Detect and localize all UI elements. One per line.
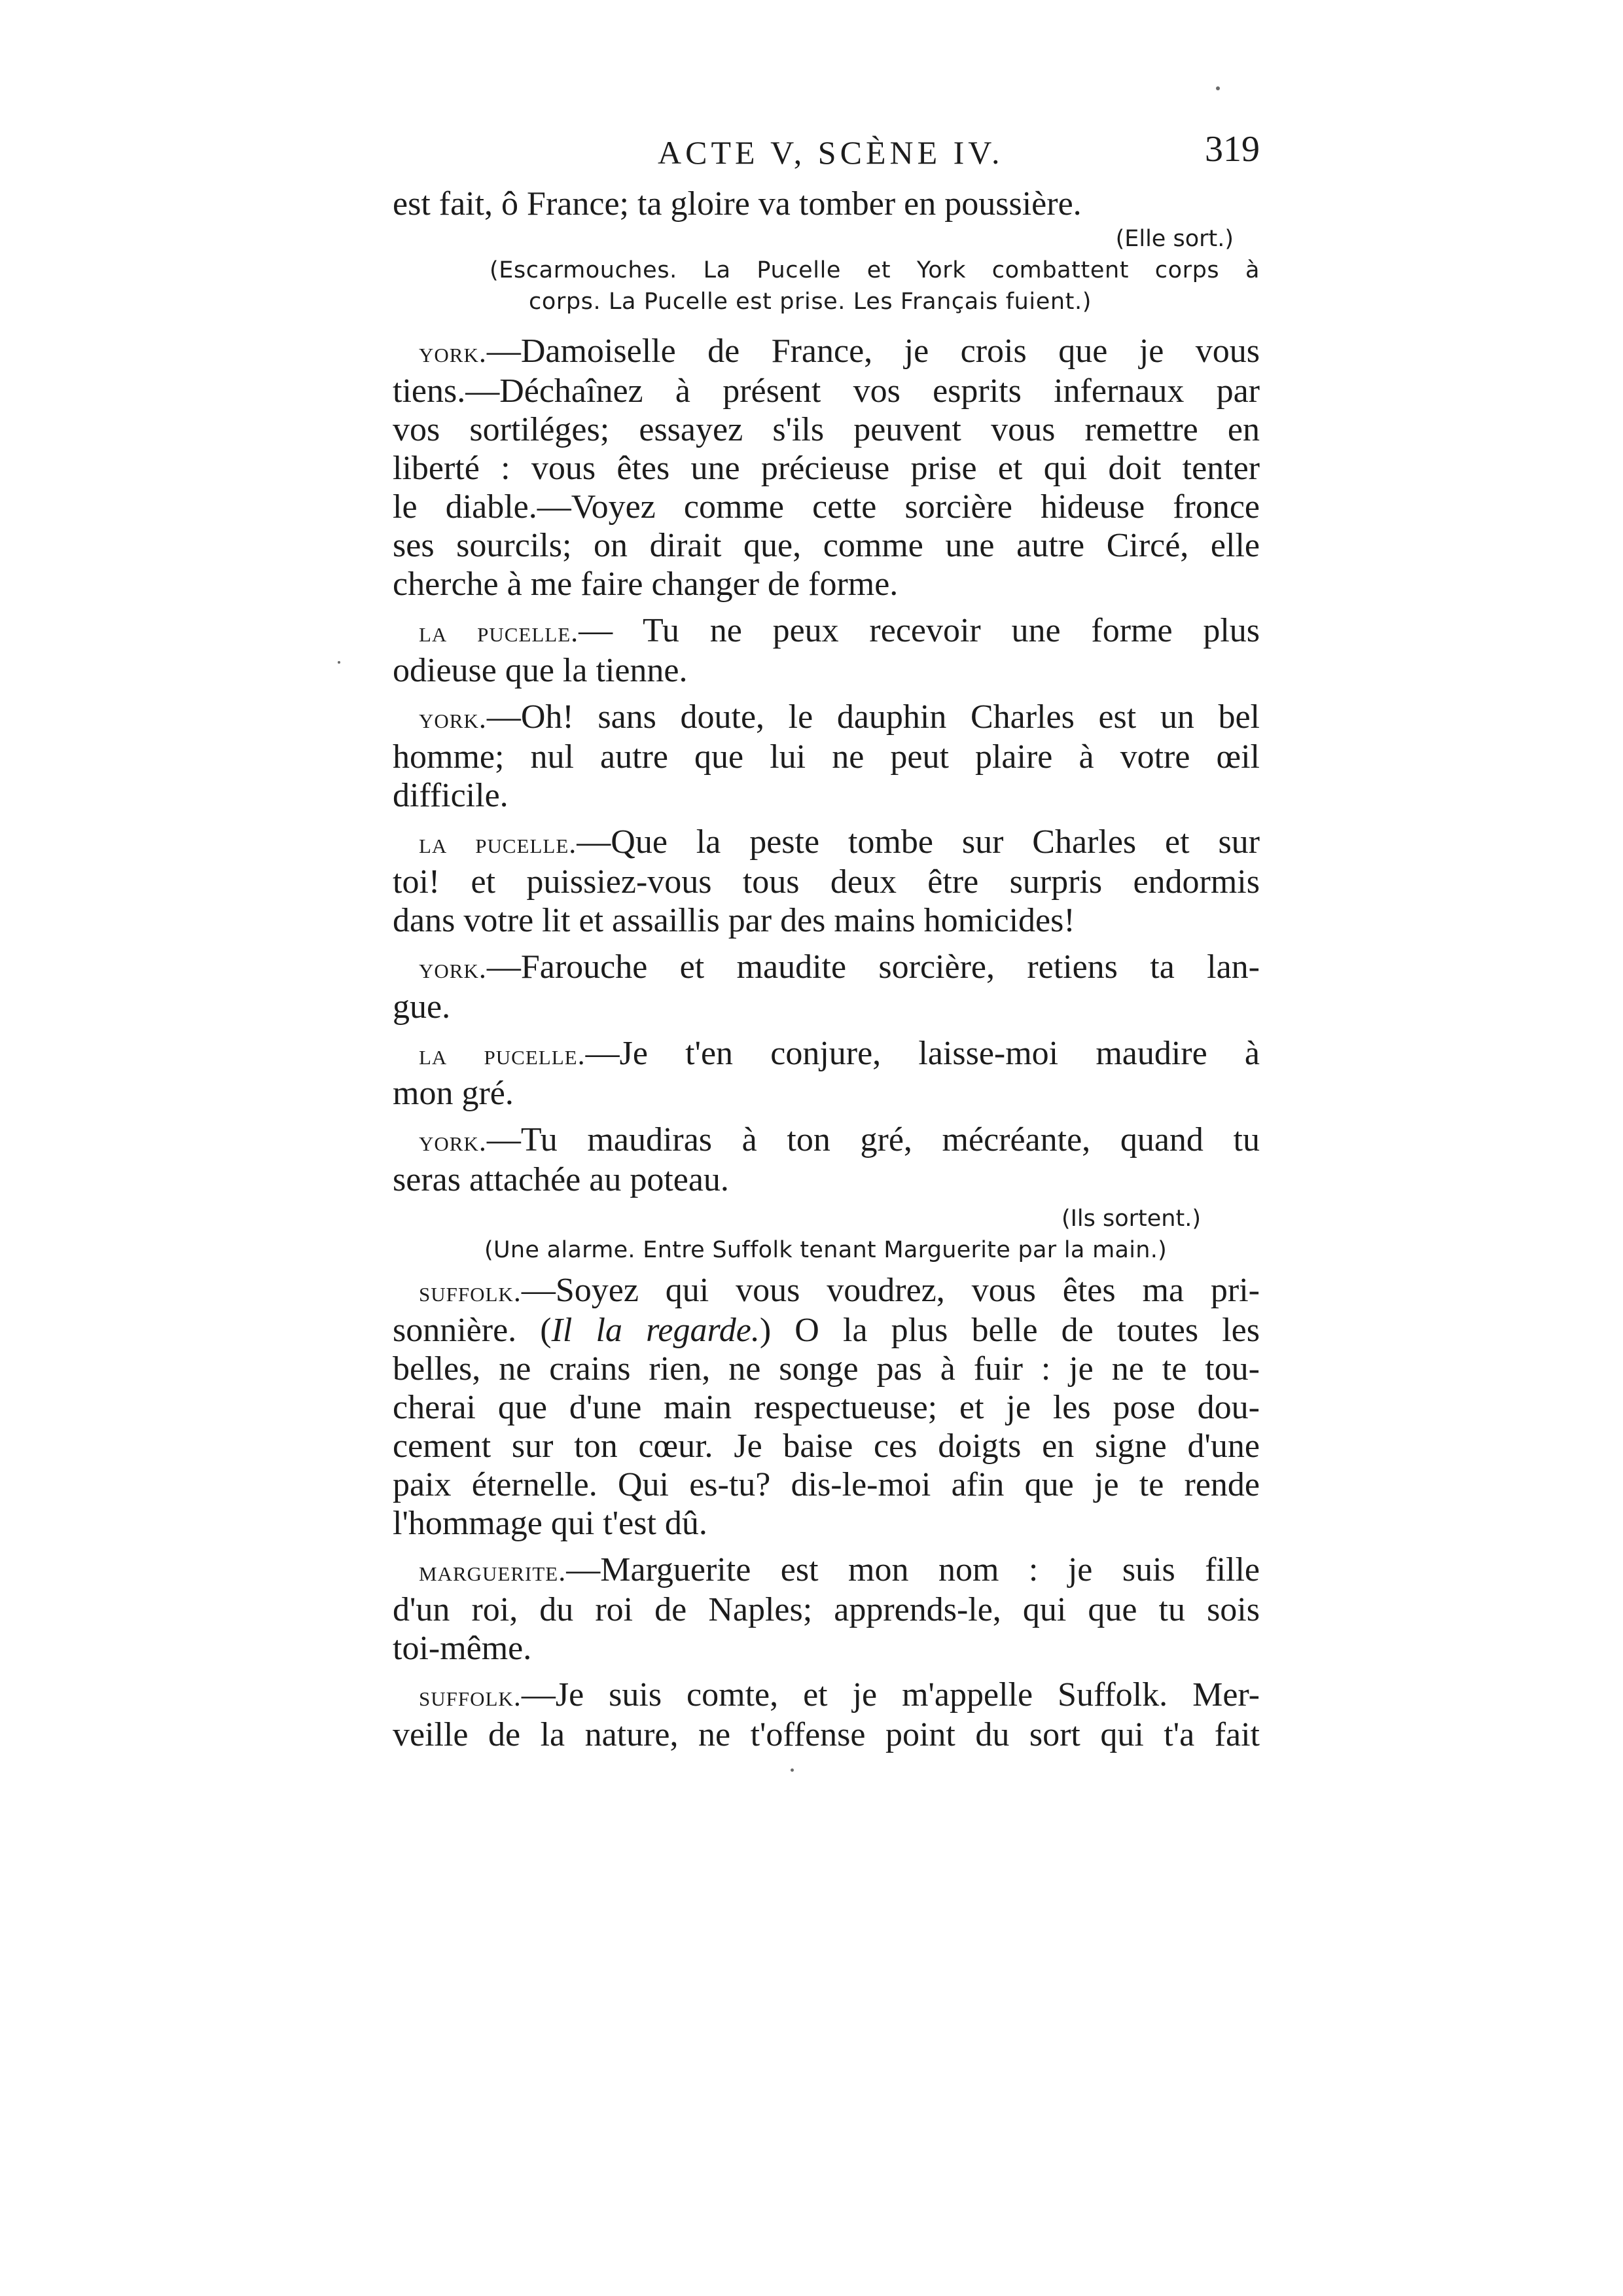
scan-speck <box>338 661 340 664</box>
stage-direction-ils-sortent: (Ils sortent.) <box>1061 1206 1201 1232</box>
opening-line: est fait, ô France; ta gloire va tomber en poussière. <box>393 185 1082 223</box>
speech-line: difficile. <box>393 777 508 814</box>
speech-line: —Oh! sans doute, le dauphin Charles est un bel <box>486 698 1260 736</box>
speech-line: odieuse que la tienne. <box>393 652 688 689</box>
speech-line: —Damoiselle de France, je crois que je vous <box>486 332 1260 370</box>
scan-speck <box>791 1768 794 1772</box>
speech-york <box>393 1121 1260 1199</box>
speaker-name: marguerite. <box>419 1555 567 1587</box>
speech-line: homme; nul autre que lui ne peut plaire à votre œil <box>393 738 1260 776</box>
speaker-name: york. <box>419 336 487 368</box>
speaker-name: york. <box>419 702 487 734</box>
page-number: 319 <box>1205 129 1260 170</box>
speaker-name: suffolk. <box>419 1276 522 1308</box>
speech-line: mon gré. <box>393 1075 514 1112</box>
speech-line: liberté : vous êtes une précieuse prise et qui doit tenter <box>393 450 1260 487</box>
speech-line: —Farouche et maudite sorcière, retiens ta lan- <box>486 948 1260 986</box>
speech-york <box>393 332 1260 603</box>
stage-direction-line: (Escarmouches. La Pucelle et York combattent corps à <box>490 257 1260 283</box>
speech-line: — Tu ne peux recevoir une forme plus <box>579 612 1260 649</box>
speech-line: toi-même. <box>393 1630 532 1667</box>
speech-line: belles, ne crains rien, ne songe pas à fuir : je ne te tou- <box>393 1350 1260 1388</box>
speaker-name: la pucelle. <box>419 616 579 648</box>
speech-line: cherai que d'une main respectueuse; et je les pose dou- <box>393 1389 1260 1426</box>
speech-line: d'un roi, du roi de Naples; apprends-le, qui que tu sois <box>393 1591 1260 1628</box>
speech-line: —Marguerite est mon nom : je suis fille <box>566 1551 1260 1588</box>
speech-line: l'hommage qui t'est dû. <box>393 1505 707 1542</box>
speech-line: ses sourcils; on dirait que, comme une autre Circé, elle <box>393 527 1260 564</box>
speech-line: ) O la plus belle de toutes les <box>759 1312 1260 1349</box>
speech-york <box>393 948 1260 1026</box>
stage-direction-line: corps. La Pucelle est prise. Les Français fuient.) <box>529 289 1092 315</box>
speech-line: paix éternelle. Qui es-tu? dis-le-moi afin que je te rende <box>393 1466 1260 1503</box>
stage-direction-alarme: (Une alarme. Entre Suffolk tenant Marguerite par la main.) <box>484 1237 1168 1263</box>
speech-line: cement sur ton cœur. Je baise ces doigts en signe d'une <box>393 1427 1260 1465</box>
speech-line: veille de la nature, ne t'offense point du sort qui t'a fait <box>393 1716 1260 1753</box>
speech-line: tiens.—Déchaînez à présent vos esprits infernaux par <box>393 372 1260 410</box>
speaker-name: la pucelle. <box>419 827 577 859</box>
speech-suffolk <box>393 1676 1260 1754</box>
running-head: ACTE V, SCÈNE IV. <box>658 134 1004 171</box>
speech-line: dans votre lit et assaillis par des mains homicides! <box>393 902 1075 939</box>
speech-line: —Tu maudiras à ton gré, mécréante, quand tu <box>486 1121 1260 1158</box>
stage-direction-elle-sort: (Elle sort.) <box>1115 226 1234 252</box>
speech-la-pucelle <box>393 823 1260 940</box>
speech-line: le diable.—Voyez comme cette sorcière hideuse fronce <box>393 488 1260 526</box>
speech-line: gue. <box>393 988 451 1026</box>
speech-line: sonnière. ( <box>393 1312 552 1349</box>
speech-line: —Je t'en conjure, laisse-moi maudire à <box>585 1035 1260 1072</box>
speech-line: toi! et puissiez-vous tous deux être surpris endormis <box>393 863 1260 901</box>
speaker-name: la pucelle. <box>419 1039 586 1071</box>
speech-line: —Je suis comte, et je m'appelle Suffolk. Mer- <box>521 1676 1260 1713</box>
scan-speck <box>1216 86 1220 90</box>
stage-aside: Il la regarde. <box>551 1312 760 1349</box>
speech-line: cherche à me faire changer de forme. <box>393 565 899 603</box>
stage-direction-escarmouches <box>393 255 1260 317</box>
speech-la-pucelle <box>393 1034 1260 1113</box>
speech-line: —Soyez qui vous voudrez, vous êtes ma pri- <box>521 1272 1260 1309</box>
speech-suffolk <box>393 1271 1260 1543</box>
speech-line: seras attachée au poteau. <box>393 1161 729 1198</box>
speaker-name: suffolk. <box>419 1680 522 1712</box>
speech-la-pucelle <box>393 611 1260 690</box>
speech-line: —Que la peste tombe sur Charles et sur <box>577 823 1260 861</box>
speech-marguerite <box>393 1551 1260 1668</box>
speaker-name: york. <box>419 952 487 984</box>
speech-line: vos sortiléges; essayez s'ils peuvent vous remettre en <box>393 411 1260 448</box>
speech-york <box>393 698 1260 815</box>
speaker-name: york. <box>419 1125 487 1157</box>
body-text <box>393 185 1260 1762</box>
page-header <box>393 128 1260 174</box>
